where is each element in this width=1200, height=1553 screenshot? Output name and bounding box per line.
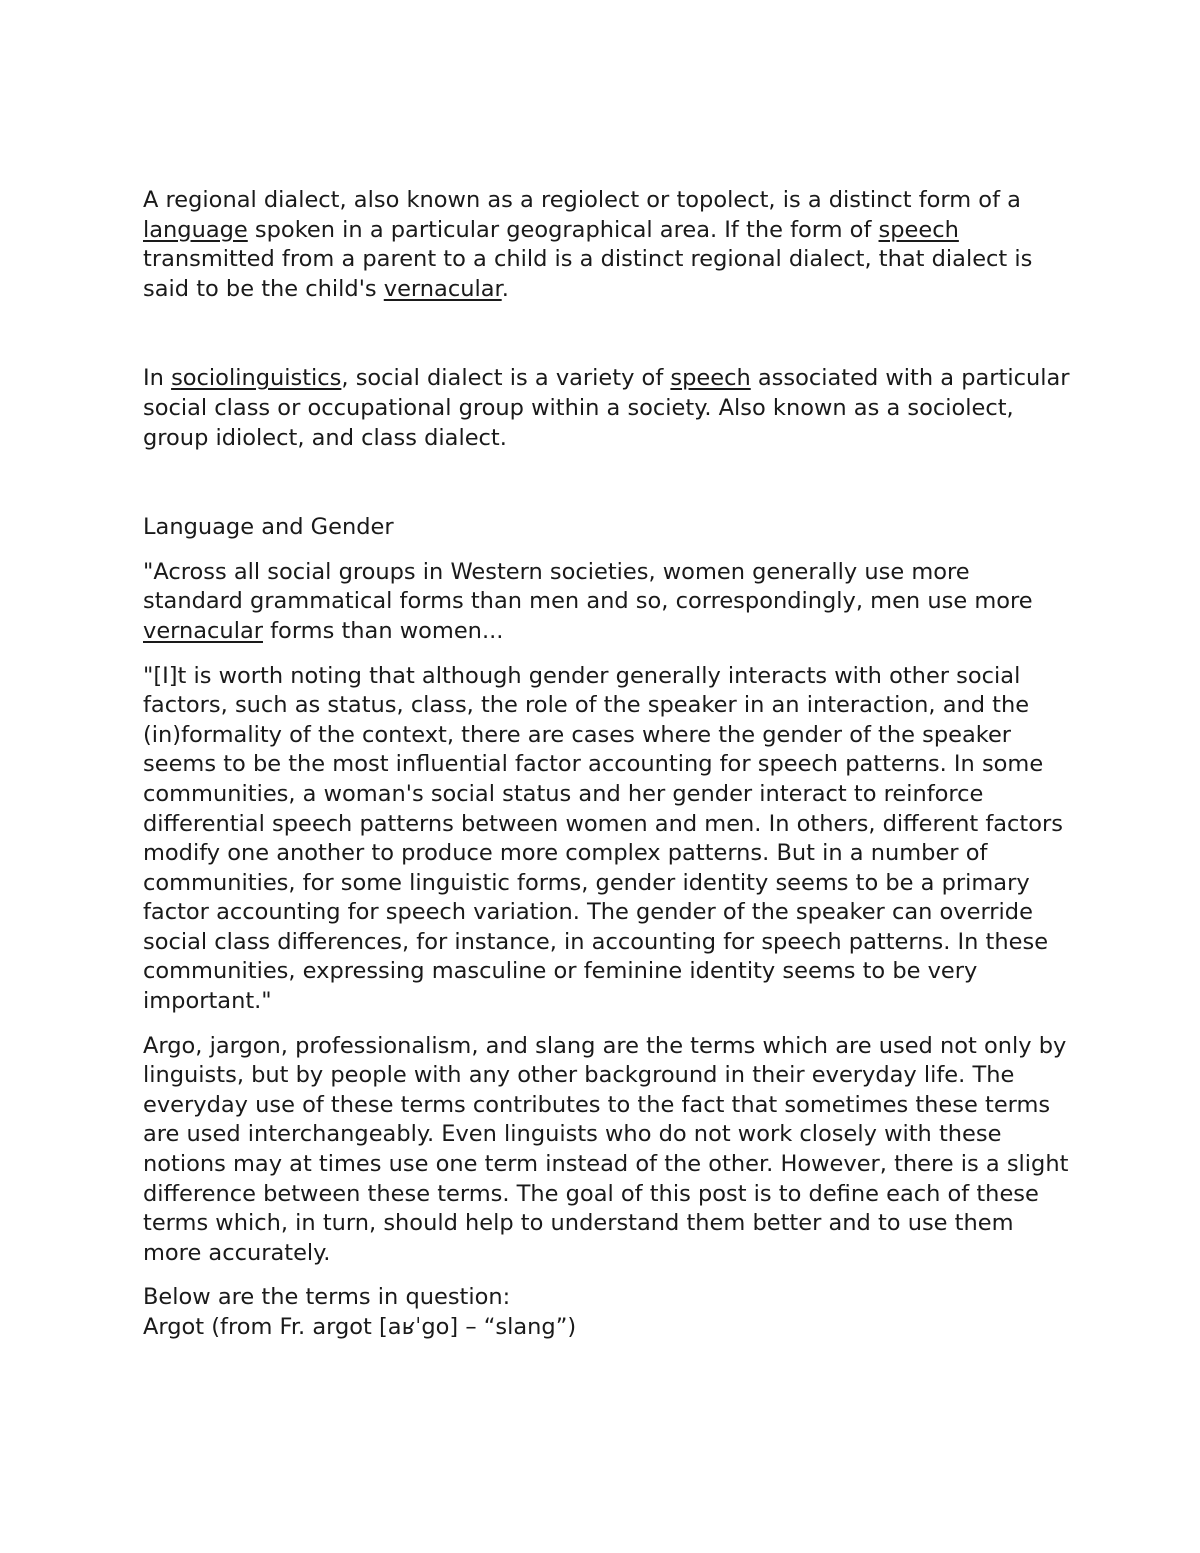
- link-speech-2[interactable]: speech: [670, 365, 751, 392]
- paragraph-terms: [143, 1283, 1073, 1342]
- paragraph-social-dialect: In sociolinguistics, social dialect is a variety of speech associated with a particular social class or occupational group within a society. Also known as a sociolect, group idiolect, and class dialect.: [143, 365, 1070, 451]
- link-language[interactable]: language: [143, 216, 248, 243]
- link-vernacular[interactable]: vernacular: [383, 275, 502, 302]
- link-speech[interactable]: speech: [878, 216, 959, 243]
- section-heading: Language and Gender: [143, 514, 394, 541]
- paragraph-argo-jargon: Argo, jargon, professionalism, and slang are the terms which are used not only by linguists, but by people with any other background in their everyday life. The everyday use of these terms contributes to the fact that sometimes these terms are used interchangeably. Even linguists who do not work closely with these notions may at times use one term instead of the other. However, there is a slight difference between these terms. The goal of this post is to define each of these terms which, in turn, should help to understand them better and to use them more accurately.: [143, 1032, 1069, 1266]
- paragraph-quote-2: "[I]t is worth noting that although gender generally interacts with other social factors, such as status, class, the role of the speaker in an interaction, and the (in)formality of the context, there are cases where the gender of the speaker seems to be the most influential factor accounting for speech patterns. In some communities, a woman's social status and her gender interact to reinforce differential speech patterns between women and men. In others, different factors modify one another to produce more complex patterns. But in a number of communities, for some linguistic forms, gender identity seems to be a primary factor accounting for speech variation. The gender of the speaker can override social class differences, for instance, in accounting for speech patterns. In these communities, expressing masculine or feminine identity seems to be very important.": [143, 662, 1063, 1015]
- document-page: [143, 186, 1073, 1343]
- paragraph-quote-1: "Across all social groups in Western societies, women generally use more standard grammatical forms than men and so, correspondingly, men use more vernacular forms than women...: [143, 558, 1033, 644]
- terms-intro: Below are the terms in question:: [143, 1284, 511, 1311]
- link-vernacular-2[interactable]: vernacular: [143, 617, 263, 644]
- paragraph-regional-dialect: A regional dialect, also known as a regiolect or topolect, is a distinct form of a language spoken in a particular geographical area. If the form of speech transmitted from a parent to a child is a distinct regional dialect, that dialect is said to be the child's vernacular.: [143, 187, 1033, 302]
- link-sociolinguistics[interactable]: sociolinguistics: [171, 365, 342, 392]
- term-argot: Argot (from Fr. argot [aʁˈgo] – “slang”): [143, 1314, 577, 1340]
